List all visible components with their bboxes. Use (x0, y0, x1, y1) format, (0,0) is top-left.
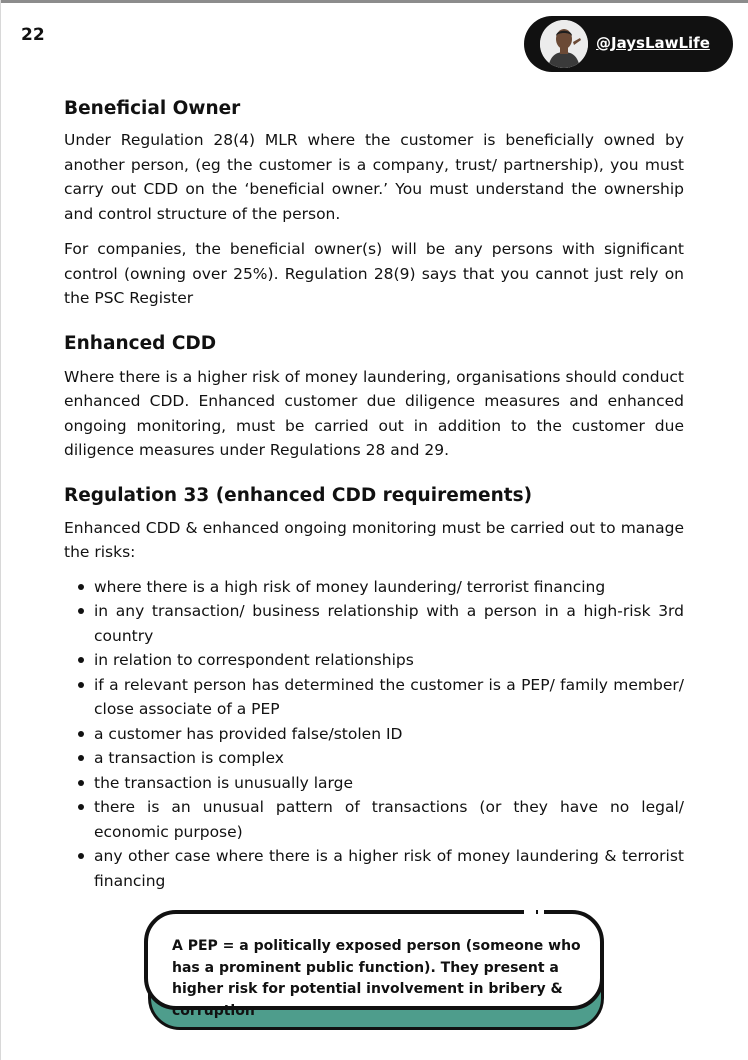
list-item: where there is a high risk of money laundering/ terrorist financing (94, 575, 684, 600)
page-left-border (0, 0, 1, 1060)
paragraph-beneficial-owner-1: Under Regulation 28(4) MLR where the customer is beneficially owned by another person, (eg the customer is a company, trust/ partnership), you must carry out CDD on the ‘beneficial owner.’ You must understand the ownership and control structure of the person. (64, 131, 684, 223)
heading-regulation-33: Regulation 33 (enhanced CDD requirements) (64, 484, 533, 506)
list-item: any other case where there is a higher risk of money laundering & terrorist financing (94, 844, 684, 893)
author-handle-badge[interactable] (524, 16, 733, 72)
person-photo-icon (540, 20, 588, 68)
list-item: there is an unusual pattern of transactions (or they have no legal/ economic purpose) (94, 795, 684, 844)
main-content (64, 96, 684, 893)
regulation-33-bullet-list (64, 575, 684, 894)
list-item: the transaction is unusually large (94, 771, 684, 796)
list-item: a customer has provided false/stolen ID (94, 722, 684, 747)
list-item: in relation to correspondent relationships (94, 648, 684, 673)
page-top-border (0, 0, 748, 3)
list-item: a transaction is complex (94, 746, 684, 771)
callout-border-gap (538, 908, 544, 920)
pep-definition-callout (140, 908, 612, 1034)
paragraph-beneficial-owner-2: For companies, the beneficial owner(s) will be any persons with significant control (owning over 25%). Regulation 28(9) says that you cannot just rely on the PSC Register (64, 240, 684, 307)
page-number: 22 (21, 25, 45, 45)
list-item: in any transaction/ business relationship with a person in a high-risk 3rd country (94, 599, 684, 648)
callout-box (144, 910, 604, 1019)
callout-text: A PEP = a politically exposed person (someone who has a prominent public function). They present a higher risk for potential involvement in bribery & corruption (172, 938, 581, 1019)
list-item: if a relevant person has determined the customer is a PEP/ family member/ close associate of a PEP (94, 673, 684, 722)
paragraph-regulation-33-intro: Enhanced CDD & enhanced ongoing monitoring must be carried out to manage the risks: (64, 518, 684, 561)
heading-enhanced-cdd: Enhanced CDD (64, 332, 217, 354)
author-handle-link[interactable]: @JaysLawLife (596, 34, 710, 52)
paragraph-enhanced-cdd: Where there is a higher risk of money laundering, organisations should conduct enhanced CDD. Enhanced customer due diligence measures and enhanced ongoing monitoring, must be carried out in addition to the customer due diligence measures under Regulations 28 and 29. (64, 367, 684, 459)
heading-beneficial-owner: Beneficial Owner (64, 98, 241, 119)
callout-border-gap (524, 908, 536, 920)
